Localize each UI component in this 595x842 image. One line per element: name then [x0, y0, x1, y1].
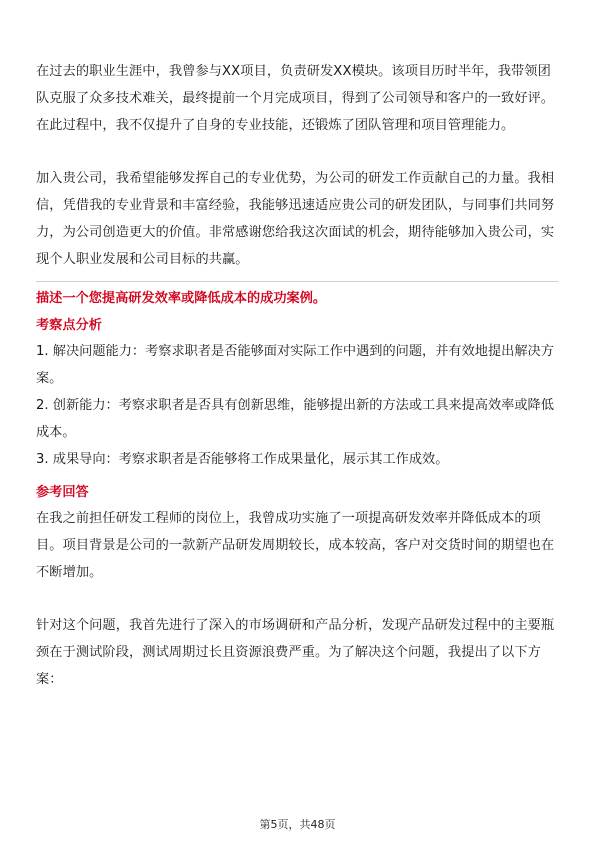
analysis-item-1: 1. 解决问题能力：考察求职者是否能够面对实际工作中遇到的问题，并有效地提出解决方案。 — [36, 344, 554, 386]
analysis-item-2: 2. 创新能力：考察求职者是否具有创新思维，能够提出新的方法或工具来提高效率或降低成本。 — [36, 398, 554, 440]
intro-paragraph-2: 加入贵公司，我希望能够发挥自己的专业优势，为公司的研发工作贡献自己的力量。我相信，凭借我的专业背景和丰富经验，我能够迅速适应贵公司的研发团队，与同事们共同努力，为公司创造更大的价值。非常感谢您给我这次面试的机会，期待能够加入贵公司，实现个人职业发展和公司目标的共赢。 — [36, 171, 555, 267]
answer-paragraph-1: 在我之前担任研发工程师的岗位上，我曾成功实施了一项提高研发效率并降低成本的项目。项目背景是公司的一款新产品研发周期较长，成本较高，客户对交货时间的期望也在不断增加。 — [36, 511, 555, 580]
paragraph-spacer — [36, 139, 558, 165]
interview-question: 描述一个您提高研发效率或降低成本的成功案例。 — [36, 291, 327, 306]
answer-title: 参考回答 — [36, 485, 89, 500]
section-divider — [36, 281, 558, 282]
analysis-item-3: 3. 成果导向：考察求职者是否能够将工作成果量化，展示其工作成效。 — [36, 452, 449, 467]
intro-paragraph-1: 在过去的职业生涯中，我曾参与XX项目，负责研发XX模块。该项目历时半年，我带领团队克服了众多技术难关，最终提前一个月完成项目，得到了公司领导和客户的一致好评。在此过程中，我不仅提升了自身的专业技能，还锻炼了团队管理和项目管理能力。 — [36, 64, 555, 133]
answer-paragraph-2: 针对这个问题，我首先进行了深入的市场调研和产品分析，发现产品研发过程中的主要瓶颈在于测试阶段，测试周期过长且资源浪费严重。为了解决这个问题，我提出了以下方案： — [36, 618, 555, 687]
page-number: 第5页，共48页 — [259, 818, 336, 831]
analysis-title: 考察点分析 — [36, 318, 102, 333]
paragraph-spacer — [36, 586, 558, 612]
document-page — [36, 58, 558, 693]
